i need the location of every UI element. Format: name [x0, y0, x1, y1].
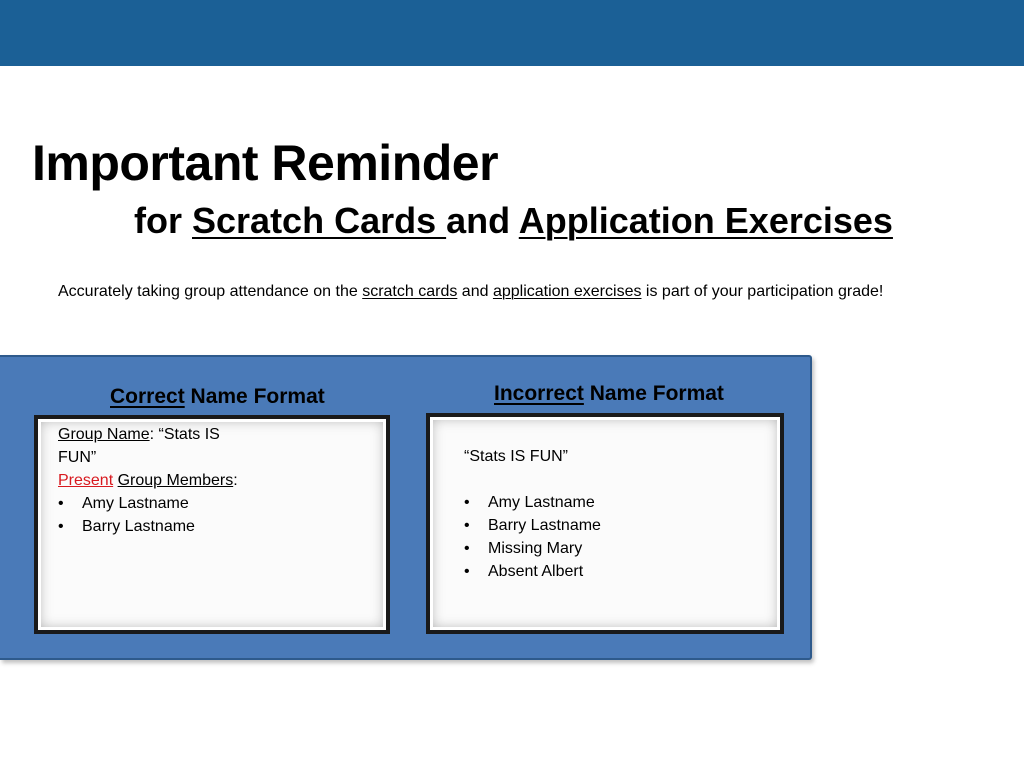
correct-name-card: [34, 415, 390, 634]
slide-title: Important Reminder: [32, 135, 499, 191]
blank-line: [464, 468, 764, 491]
list-item: • Absent Albert: [464, 560, 764, 583]
group-members-label: Group Members: [117, 472, 234, 489]
list-item: • Barry Lastname: [464, 514, 764, 537]
list-item: • Barry Lastname: [58, 515, 358, 538]
present-word: Present: [58, 472, 114, 489]
intro-part-1: Accurately taking group attendance on the: [58, 283, 363, 300]
incorrect-members-list: [464, 491, 764, 583]
subtitle-middle: and: [446, 200, 519, 241]
correct-card-content: [58, 423, 358, 538]
intro-part-3: is part of your participation grade!: [641, 283, 884, 300]
incorrect-heading-emphasis: Incorrect: [494, 382, 584, 405]
list-item: • Amy Lastname: [58, 492, 358, 515]
correct-group-name-line-2: FUN”: [58, 449, 97, 466]
intro-sentence: [58, 283, 883, 301]
examples-panel: [0, 355, 812, 660]
intro-application-exercises: application exercises: [492, 283, 642, 300]
list-item: • Amy Lastname: [464, 491, 764, 514]
incorrect-name-card: [426, 413, 784, 634]
incorrect-card-heading: [494, 382, 724, 406]
present-members-line: [58, 469, 358, 492]
correct-members-list: [58, 492, 358, 538]
slide-subtitle: [134, 200, 893, 242]
incorrect-group-name: “Stats IS FUN”: [464, 448, 569, 465]
group-name-value-1: “Stats IS: [158, 426, 220, 443]
correct-heading-emphasis: Correct: [110, 385, 185, 408]
group-name-colon: :: [149, 426, 159, 443]
subtitle-term-application-exercises: Application Exercises: [518, 200, 893, 241]
subtitle-prefix: for: [134, 200, 192, 241]
incorrect-heading-rest: Name Format: [583, 382, 724, 405]
correct-group-name-line-1: [58, 423, 358, 446]
correct-card-heading: [110, 385, 325, 409]
group-members-colon: :: [233, 472, 238, 489]
list-item: • Missing Mary: [464, 537, 764, 560]
subtitle-term-scratch-cards: Scratch Cards: [192, 200, 447, 241]
intro-scratch-cards: scratch cards: [362, 283, 458, 300]
intro-part-2: and: [457, 283, 493, 300]
incorrect-card-content: [464, 445, 764, 583]
header-bar: [0, 0, 1024, 66]
group-name-label: Group Name: [58, 426, 150, 443]
correct-heading-rest: Name Format: [184, 385, 325, 408]
